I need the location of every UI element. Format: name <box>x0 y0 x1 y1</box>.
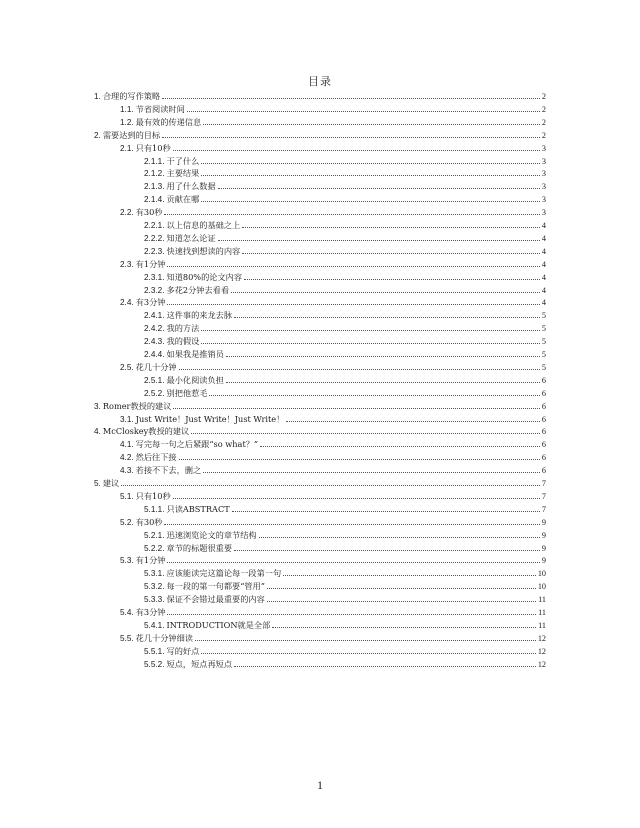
toc-entry-page: 6 <box>541 466 546 476</box>
toc-entry-title: 多花2分钟去看看 <box>166 284 230 295</box>
dot-leader <box>218 240 540 241</box>
toc-entry-title: 最有效的传递信息 <box>135 116 202 127</box>
toc-entry-title: 用了什么数据 <box>166 181 216 192</box>
toc-entry-2-3-1[interactable] <box>144 271 546 284</box>
toc-entry-page: 11 <box>538 595 546 605</box>
toc-entry-5-1-1[interactable] <box>144 503 546 516</box>
dot-leader <box>167 562 539 563</box>
toc-entry-page: 7 <box>541 491 546 501</box>
toc-entry-5-3-1[interactable] <box>144 567 546 580</box>
dot-leader <box>191 433 540 434</box>
toc-entry-page: 9 <box>541 517 546 527</box>
toc-entry-5-5-1[interactable] <box>144 645 546 658</box>
toc-entry-page: 10 <box>537 569 546 579</box>
toc-entry-2-5[interactable] <box>120 361 546 374</box>
toc-entry-title: 干了什么 <box>166 155 200 166</box>
toc-entry-number: 2.4.2. <box>144 324 165 334</box>
toc-entry-title: 然后往下接 <box>135 452 177 463</box>
toc-entry-title: Romer教授的建议 <box>102 400 172 411</box>
toc-entry-title: 章节的标题很重要 <box>166 542 233 553</box>
toc-entry-title: 保证不会错过最重要的内容 <box>166 594 265 605</box>
toc-entry-number: 4.1. <box>120 440 134 450</box>
toc-entry-number: 2.5. <box>120 362 134 372</box>
toc-entry-page: 2 <box>541 92 546 101</box>
toc-entry-4-2[interactable] <box>120 451 546 464</box>
toc-entry-title: 若接不下去，删之 <box>135 465 202 476</box>
dot-leader <box>201 163 540 164</box>
toc-entry-1[interactable] <box>94 90 546 103</box>
toc-entry-5-3-3[interactable] <box>144 593 546 606</box>
toc-entry-title: 有1分钟 <box>135 555 166 566</box>
toc-entry-title: 迅速浏览论文的章节结构 <box>166 529 257 540</box>
toc-entry-page: 3 <box>541 169 546 179</box>
toc-entry-page: 4 <box>541 246 546 256</box>
toc-entry-2-1-1[interactable] <box>144 155 546 168</box>
toc-entry-page: 5 <box>541 337 546 347</box>
toc-entry-number: 5.1.1. <box>144 504 165 514</box>
toc-entry-page: 11 <box>538 620 546 630</box>
toc-entry-page: 3 <box>541 208 546 218</box>
toc-entry-5-3[interactable] <box>120 554 546 567</box>
toc-entry-page: 4 <box>541 259 546 269</box>
toc-entry-5-5[interactable] <box>120 632 546 645</box>
dot-leader <box>164 214 539 215</box>
toc-entry-5-4[interactable] <box>120 606 546 619</box>
toc-entry-page: 11 <box>538 608 546 617</box>
toc-entry-page: 2 <box>541 130 546 140</box>
toc-entry-number: 2.4.1. <box>144 311 165 321</box>
toc-entry-number: 5.3.1. <box>144 569 165 579</box>
dot-leader <box>167 304 539 305</box>
dot-leader <box>260 446 540 447</box>
dot-leader <box>164 524 539 525</box>
toc-entry-page: 6 <box>541 375 546 385</box>
toc-entry-title: 这件事的来龙去脉 <box>166 310 233 321</box>
dot-leader <box>162 98 540 99</box>
toc-entry-5-3-2[interactable] <box>144 580 546 593</box>
toc-entry-number: 4.2. <box>120 453 134 463</box>
toc-entry-number: 1. <box>94 92 101 101</box>
dot-leader <box>201 201 540 202</box>
toc-entry-2-4[interactable] <box>120 296 546 309</box>
toc-entry-2-1-4[interactable] <box>144 193 546 206</box>
toc-entry-2-4-1[interactable] <box>144 309 546 322</box>
toc-entry-title: 写的好点 <box>166 645 200 656</box>
dot-leader <box>218 188 540 189</box>
toc-entry-number: 2.1. <box>120 143 134 153</box>
toc-entry-page: 3 <box>541 182 546 192</box>
dot-leader <box>242 253 540 254</box>
toc-entry-number: 2.5.1. <box>144 375 165 385</box>
toc-entry-2-4-4[interactable] <box>144 348 546 361</box>
toc-entry-title: 快速找到想读的内容 <box>166 245 241 256</box>
toc-entry-2-4-3[interactable] <box>144 335 546 348</box>
toc-entry-number: 5.4. <box>120 608 134 617</box>
toc-entry-title: 有1分钟 <box>135 258 166 269</box>
toc-entry-2-5-1[interactable] <box>144 374 546 387</box>
dot-leader <box>283 575 536 576</box>
toc-entry-number: 5.3. <box>120 556 134 566</box>
toc-entry-page: 3 <box>541 156 546 166</box>
dot-leader <box>234 550 540 551</box>
toc-entry-page: 9 <box>541 543 546 553</box>
toc-entry-5-4-1[interactable] <box>144 619 546 632</box>
toc-entry-page: 3 <box>541 195 546 205</box>
dot-leader <box>244 279 540 280</box>
toc-entry-page: 6 <box>541 388 546 398</box>
toc-entry-title: 别把他惹毛 <box>166 387 208 398</box>
toc-entry-number: 2.4.4. <box>144 350 165 359</box>
toc-entry-number: 2.1.1. <box>144 156 165 166</box>
toc-entry-page: 12 <box>537 646 546 656</box>
toc-entry-page: 5 <box>541 324 546 334</box>
toc-entry-number: 2.3. <box>120 259 134 269</box>
toc-entry-5[interactable] <box>94 477 546 490</box>
toc-entry-2-1-2[interactable] <box>144 167 546 180</box>
toc-entry-2[interactable] <box>94 129 546 142</box>
toc-entry-page: 6 <box>541 427 546 437</box>
toc-entry-4-3[interactable] <box>120 464 546 477</box>
toc-entry-title: 如果我是推销员 <box>166 349 224 359</box>
toc-entry-3-1[interactable] <box>120 413 546 426</box>
dot-leader <box>231 292 540 293</box>
toc-entry-title: 以上信息的基础之上 <box>166 220 241 230</box>
dot-leader <box>173 498 540 499</box>
toc-entry-page: 2 <box>541 104 546 114</box>
toc-entry-title: 我的方法 <box>166 323 200 334</box>
toc-entry-title: 有3分钟 <box>135 607 166 617</box>
toc-entry-2-3-2[interactable] <box>144 284 546 297</box>
toc-entry-title: 有30秒 <box>135 207 163 218</box>
dot-leader <box>226 356 540 357</box>
dot-leader <box>259 537 540 538</box>
toc-entry-page: 5 <box>541 350 546 359</box>
toc-entry-page: 3 <box>541 143 546 153</box>
dot-leader <box>187 111 540 112</box>
toc-entry-number: 1.1. <box>120 104 134 114</box>
toc-entry-number: 4.3. <box>120 466 134 476</box>
toc-entry-number: 5.1. <box>120 491 134 501</box>
toc-entry-2-1-3[interactable] <box>144 180 546 193</box>
toc-entry-number: 2.3.1. <box>144 272 165 282</box>
dot-leader <box>234 317 540 318</box>
toc-entry-title: 需要达到的目标 <box>102 129 161 140</box>
toc-entry-number: 5. <box>94 479 101 488</box>
toc-entry-title: 合理的写作策略 <box>102 91 161 101</box>
dot-leader <box>162 137 540 138</box>
dot-leader <box>201 330 540 331</box>
toc-entry-2-2-3[interactable] <box>144 245 546 258</box>
toc-entry-1-2[interactable] <box>120 116 546 129</box>
toc-entry-2-2[interactable] <box>120 206 546 219</box>
dot-leader <box>203 472 540 473</box>
toc-entry-5-2-2[interactable] <box>144 542 546 555</box>
toc-entry-page: 12 <box>537 633 546 643</box>
toc-entry-title: 每一段的第一句都要“管用” <box>166 581 265 592</box>
dot-leader <box>173 150 540 151</box>
toc-entry-page: 7 <box>541 479 546 488</box>
toc-entry-title: 知道怎么论证 <box>166 232 216 243</box>
toc-entry-2-1[interactable] <box>120 142 546 155</box>
toc-entry-page: 4 <box>541 285 546 295</box>
toc-entry-page: 9 <box>541 556 546 566</box>
dot-leader <box>121 485 540 486</box>
toc-entry-page: 6 <box>541 453 546 463</box>
toc-entry-title: 最小化阅读负担 <box>166 374 224 385</box>
toc-entry-4-1[interactable] <box>120 438 546 451</box>
dot-leader <box>242 227 540 228</box>
toc-entry-2-5-2[interactable] <box>144 387 546 400</box>
toc-entry-title: INTRODUCTION就是全部 <box>166 619 271 630</box>
dot-leader <box>195 640 536 641</box>
toc-entry-number: 2.1.4. <box>144 195 165 205</box>
toc-entry-number: 2. <box>94 130 101 140</box>
toc-entry-title: 只读ABSTRACT <box>166 503 230 514</box>
toc-entry-page: 2 <box>541 117 546 127</box>
dot-leader <box>167 266 539 267</box>
toc-entry-title: 建议 <box>102 478 120 488</box>
toc-entry-5-2-1[interactable] <box>144 529 546 542</box>
toc-entry-number: 3. <box>94 401 101 411</box>
dot-leader <box>267 588 536 589</box>
toc-entry-number: 5.2. <box>120 517 134 527</box>
dot-leader <box>232 511 540 512</box>
toc-entry-page: 4 <box>541 221 546 230</box>
toc-entry-title: 节省阅读时间 <box>135 103 185 114</box>
toc-entry-page: 4 <box>541 233 546 243</box>
toc-entry-number: 1.2. <box>120 117 134 127</box>
toc-entry-1-1[interactable] <box>120 103 546 116</box>
toc-entry-page: 6 <box>541 440 546 450</box>
toc-entry-title: 主要结果 <box>166 168 200 179</box>
toc-entry-page: 10 <box>537 582 546 592</box>
toc-entry-number: 5.2.2. <box>144 543 165 553</box>
toc-entry-page: 9 <box>541 530 546 540</box>
toc-entry-number: 2.5.2. <box>144 388 165 398</box>
toc-entry-number: 3.1. <box>120 414 134 424</box>
toc-entry-title: 我的假设 <box>166 336 200 347</box>
toc-entry-title: 应该能读完这篇论每一段第一句 <box>166 568 282 579</box>
toc-entry-2-3[interactable] <box>120 258 546 271</box>
dot-leader <box>201 175 540 176</box>
page-number: 1 <box>317 778 323 792</box>
dot-leader <box>201 653 536 654</box>
toc-entry-number: 2.2.2. <box>144 233 165 243</box>
toc-entry-number: 2.4. <box>120 298 134 308</box>
toc-entry-3[interactable] <box>94 400 546 413</box>
toc-entry-title: 花几十分钟 <box>135 361 177 372</box>
toc-title: 目录 <box>308 75 332 88</box>
toc-entry-number: 5.5.2. <box>144 659 165 669</box>
toc-entry-number: 2.4.3. <box>144 337 165 347</box>
toc-entry-number: 5.5.1. <box>144 646 165 656</box>
dot-leader <box>226 382 540 383</box>
toc-entry-title: 花几十分钟细读 <box>135 632 193 643</box>
toc-entry-title: 有3分钟 <box>135 297 166 308</box>
dot-leader <box>201 343 540 344</box>
toc-entry-number: 2.1.2. <box>144 169 165 179</box>
toc-entry-number: 2.3.2. <box>144 285 165 295</box>
toc-entry-title: 贡献在哪 <box>166 194 200 205</box>
toc-entry-page: 5 <box>541 362 546 372</box>
dot-leader <box>203 124 540 125</box>
toc-entry-page: 12 <box>537 659 546 669</box>
toc-entry-title: McCloskey教授的建议 <box>102 426 190 437</box>
dot-leader <box>272 627 536 628</box>
dot-leader <box>267 601 536 602</box>
toc-entry-4[interactable] <box>94 425 546 438</box>
toc-entry-number: 2.2. <box>120 208 134 218</box>
toc-entry-number: 2.1.3. <box>144 182 165 192</box>
toc-entry-number: 2.2.1. <box>144 221 165 230</box>
toc-entry-2-2-2[interactable] <box>144 232 546 245</box>
toc-entry-title: 有30秒 <box>135 516 163 527</box>
toc-entry-number: 2.2.3. <box>144 246 165 256</box>
toc-entry-title: 只有10秒 <box>135 490 171 501</box>
dot-leader <box>173 408 540 409</box>
dot-leader <box>167 614 536 615</box>
toc-entry-5-1[interactable] <box>120 490 546 503</box>
toc-entry-page: 6 <box>541 414 546 424</box>
toc-entry-2-4-2[interactable] <box>144 322 546 335</box>
dot-leader <box>179 369 540 370</box>
toc-entry-page: 5 <box>541 311 546 321</box>
toc-entry-number: 5.3.2. <box>144 582 165 592</box>
toc-entry-number: 4. <box>94 427 101 437</box>
toc-entry-number: 5.5. <box>120 633 134 643</box>
toc-entry-page: 4 <box>541 272 546 282</box>
toc-entry-number: 5.2.1. <box>144 530 165 540</box>
toc-entry-title: 只有10秒 <box>135 142 171 153</box>
dot-leader <box>286 421 540 422</box>
toc-entry-page: 7 <box>541 504 546 514</box>
toc-entry-title: 短点，短点再短点 <box>166 658 233 669</box>
toc-entry-title: 写完每一句之后紧跟“so what？” <box>135 439 259 450</box>
toc-entry-title: 知道80%的论文内容 <box>166 271 243 282</box>
toc-entry-2-2-1[interactable] <box>144 219 546 232</box>
toc-entry-title: Just Write！Just Write！Just Write！ <box>135 413 285 424</box>
dot-leader <box>209 395 539 396</box>
dot-leader <box>234 666 536 667</box>
toc-entry-number: 5.3.3. <box>144 595 165 605</box>
toc-entry-number: 5.4.1. <box>144 620 165 630</box>
dot-leader <box>179 459 540 460</box>
toc-entry-5-2[interactable] <box>120 516 546 529</box>
toc-entry-5-5-2[interactable] <box>144 658 546 671</box>
toc-entry-page: 4 <box>541 298 546 308</box>
toc-entry-page: 6 <box>541 401 546 411</box>
